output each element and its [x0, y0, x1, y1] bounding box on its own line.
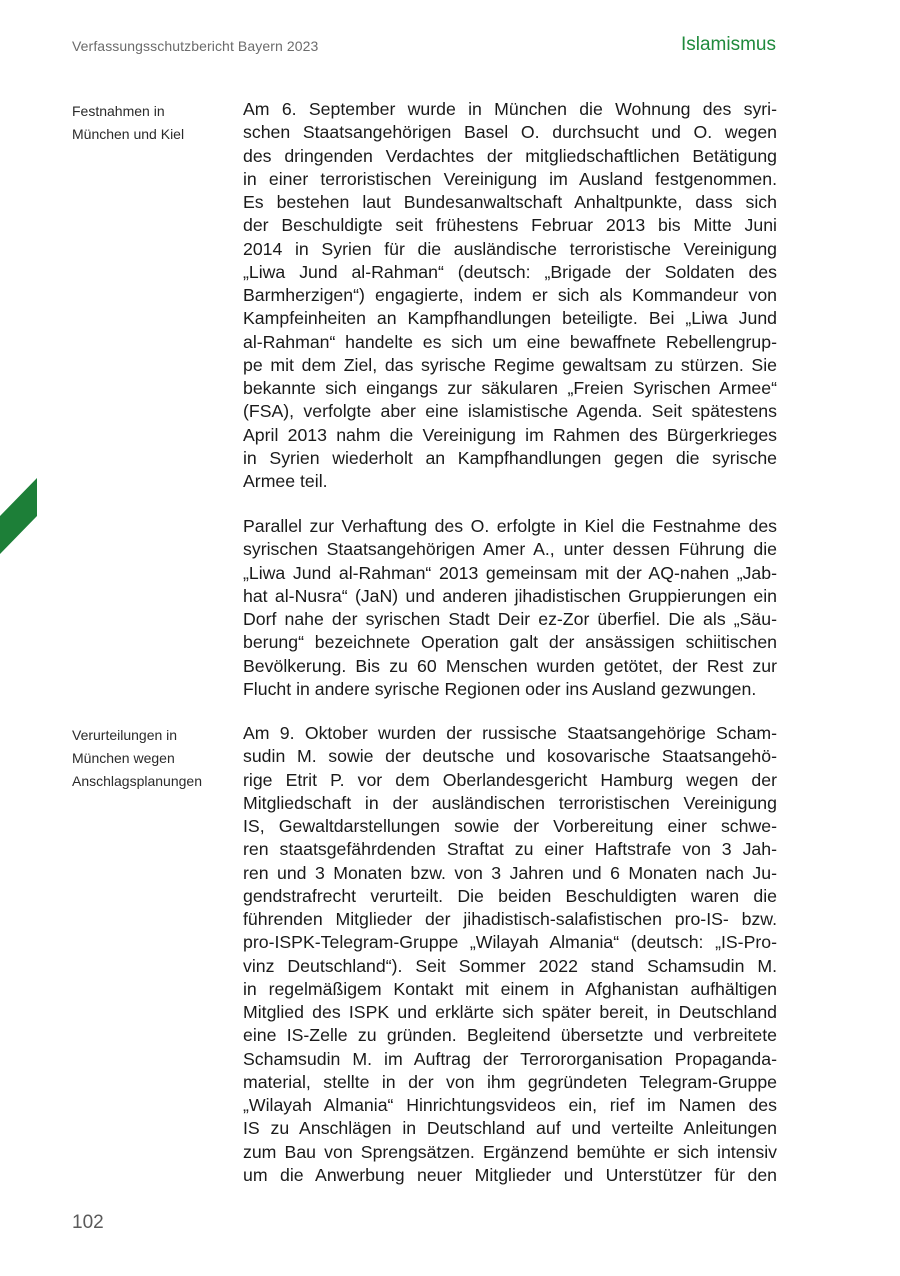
text-line: syrischen Staatsangehörigen Amer A., unter dessen Führung die: [243, 539, 777, 560]
text-line: führenden Mitglieder der jihadistisch-salafistischen pro-IS- bzw.: [243, 909, 777, 929]
text-line: Dorf nahe der syrischen Stadt Deir ez-Zor überfiel. Die als „Säu-: [243, 609, 777, 629]
page-number: 102: [72, 1212, 104, 1233]
text-line: IS, Gewaltdarstellungen sowie der Vorbereitung einer schwe-: [243, 816, 777, 836]
text-line: Kampfeinheiten an Kampfhandlungen beteiligte. Bei „Liwa Jund: [243, 308, 777, 329]
running-header-report-title: Verfassungsschutzbericht Bayern 2023: [72, 38, 319, 54]
text-line: in Syrien wiederholt an Kampfhandlungen gegen die syrische: [243, 447, 777, 468]
text-line: April 2013 nahm die Vereinigung im Rahmen des Bürgerkrieges: [243, 424, 777, 445]
text-line: Flucht in andere syrische Regionen oder ins Ausland gezwungen.: [243, 678, 757, 699]
text-line: Es bestehen laut Bundesanwaltschaft Anhaltpunkte, dass sich: [243, 192, 777, 212]
paragraph-arrest-munich: [243, 98, 777, 493]
text-line: schen Staatsangehörigen Basel O. durchsucht und O. wegen: [243, 122, 777, 143]
text-line: material, stellte in der von ihm gegründeten Telegram-Gruppe: [243, 1071, 777, 1092]
text-line: in einer terroristischen Vereinigung im Ausland festgenommen.: [243, 168, 777, 189]
text-line: hat al-Nusra“ (JaN) und anderen jihadistischen Gruppierungen ein: [243, 585, 777, 606]
text-line: 2014 in Syrien für die ausländische terroristische Vereinigung: [243, 238, 777, 259]
text-line: Armee teil.: [243, 471, 328, 491]
text-line: Schamsudin M. im Auftrag der Terrororganisation Propaganda-: [243, 1048, 777, 1069]
margin-note-arrests: [72, 100, 232, 146]
text-line: „Liwa Jund al-Rahman“ 2013 gemeinsam mit der AQ-nahen „Jab-: [243, 562, 777, 583]
text-line: Am 6. September wurde in München die Wohnung des syri-: [243, 99, 777, 119]
text-line: der Beschuldigte seit frühestens Februar 2013 bis Mitte Juni: [243, 215, 777, 236]
text-line: al-Rahman“ handelte es sich um eine bewaffnete Rebellengrup-: [243, 331, 777, 352]
text-line: (FSA), verfolgte aber eine islamistische Agenda. Seit spätestens: [243, 401, 777, 422]
text-line: vinz Deutschland“). Seit Sommer 2022 stand Schamsudin M.: [243, 955, 777, 976]
text-line: ren staatsgefährdenden Straftat zu einer Haftstrafe von 3 Jah-: [243, 839, 777, 860]
text-line: rige Etrit P. vor dem Oberlandesgericht Hamburg wegen der: [243, 769, 777, 790]
text-line: Parallel zur Verhaftung des O. erfolgte in Kiel die Festnahme des: [243, 516, 777, 536]
section-side-tab: [0, 478, 37, 554]
margin-note-line: Anschlagsplanungen: [72, 773, 202, 789]
text-line: „Wilayah Almania“ Hinrichtungsvideos ein, rief im Namen des: [243, 1095, 777, 1115]
text-line: Barmherzigen“) engagierte, indem er sich als Kommandeur von: [243, 285, 777, 305]
margin-note-line: Verurteilungen in: [72, 727, 178, 743]
text-line: Bevölkerung. Bis zu 60 Menschen wurden getötet, der Rest zur: [243, 655, 777, 676]
text-line: Mitgliedschaft in der ausländischen terroristischen Vereinigung: [243, 792, 777, 813]
text-line: eine IS-Zelle zu gründen. Begleitend übersetzte und verbreitete: [243, 1025, 777, 1046]
text-line: bekannte sich eingangs zur säkularen „Freien Syrischen Armee“: [243, 378, 777, 398]
text-line: „Liwa Jund al-Rahman“ (deutsch: „Brigade der Soldaten des: [243, 261, 777, 282]
text-line: sudin M. sowie der deutsche und kosovarische Staatsangehö-: [243, 746, 777, 767]
text-line: Mitglied des ISPK und erklärte sich später bereit, in Deutschland: [243, 1002, 777, 1022]
text-line: um die Anwerbung neuer Mitglieder und Unterstützer für den: [243, 1164, 777, 1185]
text-line: berung“ bezeichnete Operation galt der ansässigen schiitischen: [243, 632, 777, 653]
margin-note-line: München und Kiel: [72, 126, 185, 142]
paragraph-arrest-kiel: [243, 515, 777, 701]
text-line: zum Bau von Sprengsätzen. Ergänzend bemühte er sich intensiv: [243, 1141, 777, 1162]
text-line: pro-ISPK-Telegram-Gruppe „Wilayah Almania“ (deutsch: „IS-Pro-: [243, 932, 777, 953]
text-line: IS zu Anschlägen in Deutschland auf und verteilte Anleitungen: [243, 1118, 777, 1139]
text-line: in regelmäßigem Kontakt mit einem in Afghanistan aufhältigen: [243, 978, 777, 999]
text-line: ren und 3 Monaten bzw. von 3 Jahren und 6 Monaten nach Ju-: [243, 862, 777, 883]
text-line: des dringenden Verdachtes der mitgliedschaftlichen Betätigung: [243, 145, 777, 166]
text-line: pe mit dem Ziel, das syrische Regime gewaltsam zu stürzen. Sie: [243, 354, 777, 375]
margin-note-convictions: [72, 724, 232, 793]
text-line: Am 9. Oktober wurden der russische Staatsangehörige Scham-: [243, 723, 777, 743]
margin-note-line: Festnahmen in: [72, 103, 165, 119]
text-line: gendstrafrecht verurteilt. Die beiden Beschuldigten waren die: [243, 885, 777, 906]
margin-note-line: München wegen: [72, 750, 175, 766]
paragraph-convictions: [243, 722, 777, 1187]
running-header-section-title: Islamismus: [680, 34, 776, 55]
